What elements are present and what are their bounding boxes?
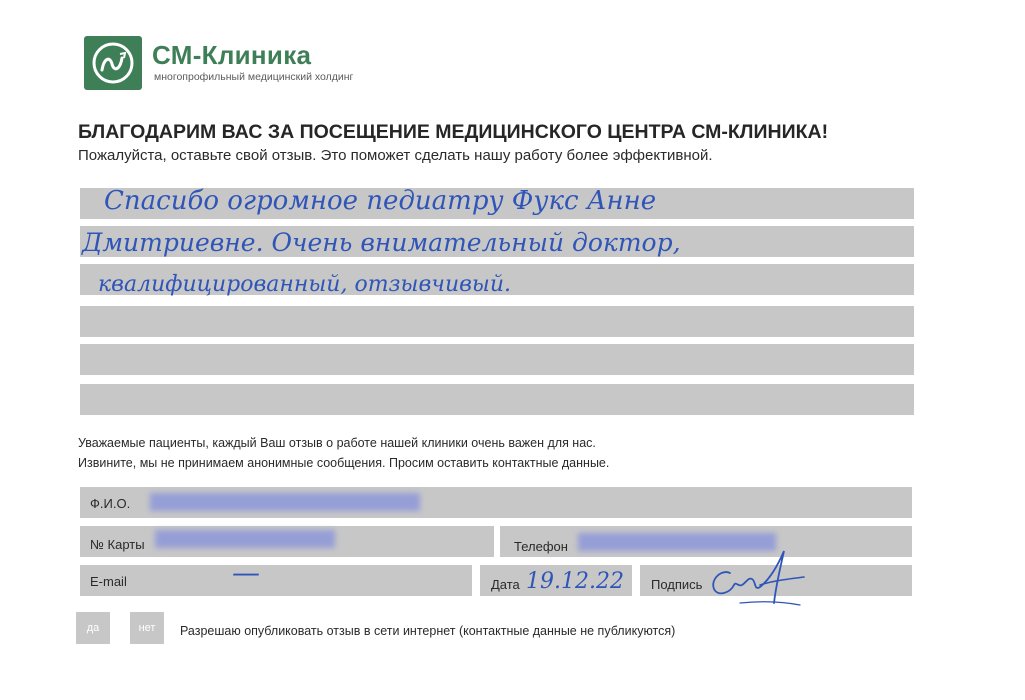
review-line-4[interactable]	[80, 306, 914, 337]
note-line-1: Уважаемые пациенты, каждый Ваш отзыв о работе нашей клиники очень важен для нас.	[78, 436, 596, 450]
brand-name: СМ-Клиника	[152, 40, 312, 70]
consent-no-button[interactable]: нет	[130, 612, 164, 644]
snake-logo-icon	[84, 36, 142, 90]
card-label: № Карты	[90, 537, 145, 552]
form-title: БЛАГОДАРИМ ВАС ЗА ПОСЕЩЕНИЕ МЕДИЦИНСКОГО ЦЕНТРА СМ-КЛИНИКА!	[78, 121, 829, 143]
fio-redacted	[150, 493, 420, 511]
date-value: 19.12.22	[526, 569, 624, 594]
consent-yes-button[interactable]: да	[76, 612, 110, 644]
card-redacted	[155, 530, 335, 548]
review-line-6[interactable]	[80, 384, 914, 415]
consent-text: Разрешаю опубликовать отзыв в сети интернет (контактные данные не публикуются)	[180, 624, 676, 638]
signature-label: Подпись	[651, 577, 703, 592]
review-text-line-3: квалифицированный, отзывчивый.	[98, 272, 512, 297]
form-subtitle: Пожалуйста, оставьте свой отзыв. Это поможет сделать нашу работу более эффективной.	[78, 147, 713, 164]
date-label: Дата	[491, 577, 520, 592]
fio-label: Ф.И.О.	[90, 496, 131, 511]
brand-tagline: многопрофильный медицинский холдинг	[154, 71, 354, 83]
phone-label: Телефон	[514, 539, 568, 554]
email-value: —	[232, 556, 260, 589]
review-text-line-2: Дмитриевне. Очень внимательный доктор,	[82, 228, 681, 257]
email-field[interactable]	[80, 565, 472, 596]
signature-icon	[700, 545, 810, 615]
review-line-5[interactable]	[80, 344, 914, 375]
review-text-line-1: Спасибо огромное педиатру Фукс Анне	[104, 186, 657, 216]
email-label: E-mail	[90, 574, 127, 589]
clinic-logo	[84, 36, 142, 90]
note-line-2: Извините, мы не принимаем анонимные сообщения. Просим оставить контактные данные.	[78, 456, 610, 470]
